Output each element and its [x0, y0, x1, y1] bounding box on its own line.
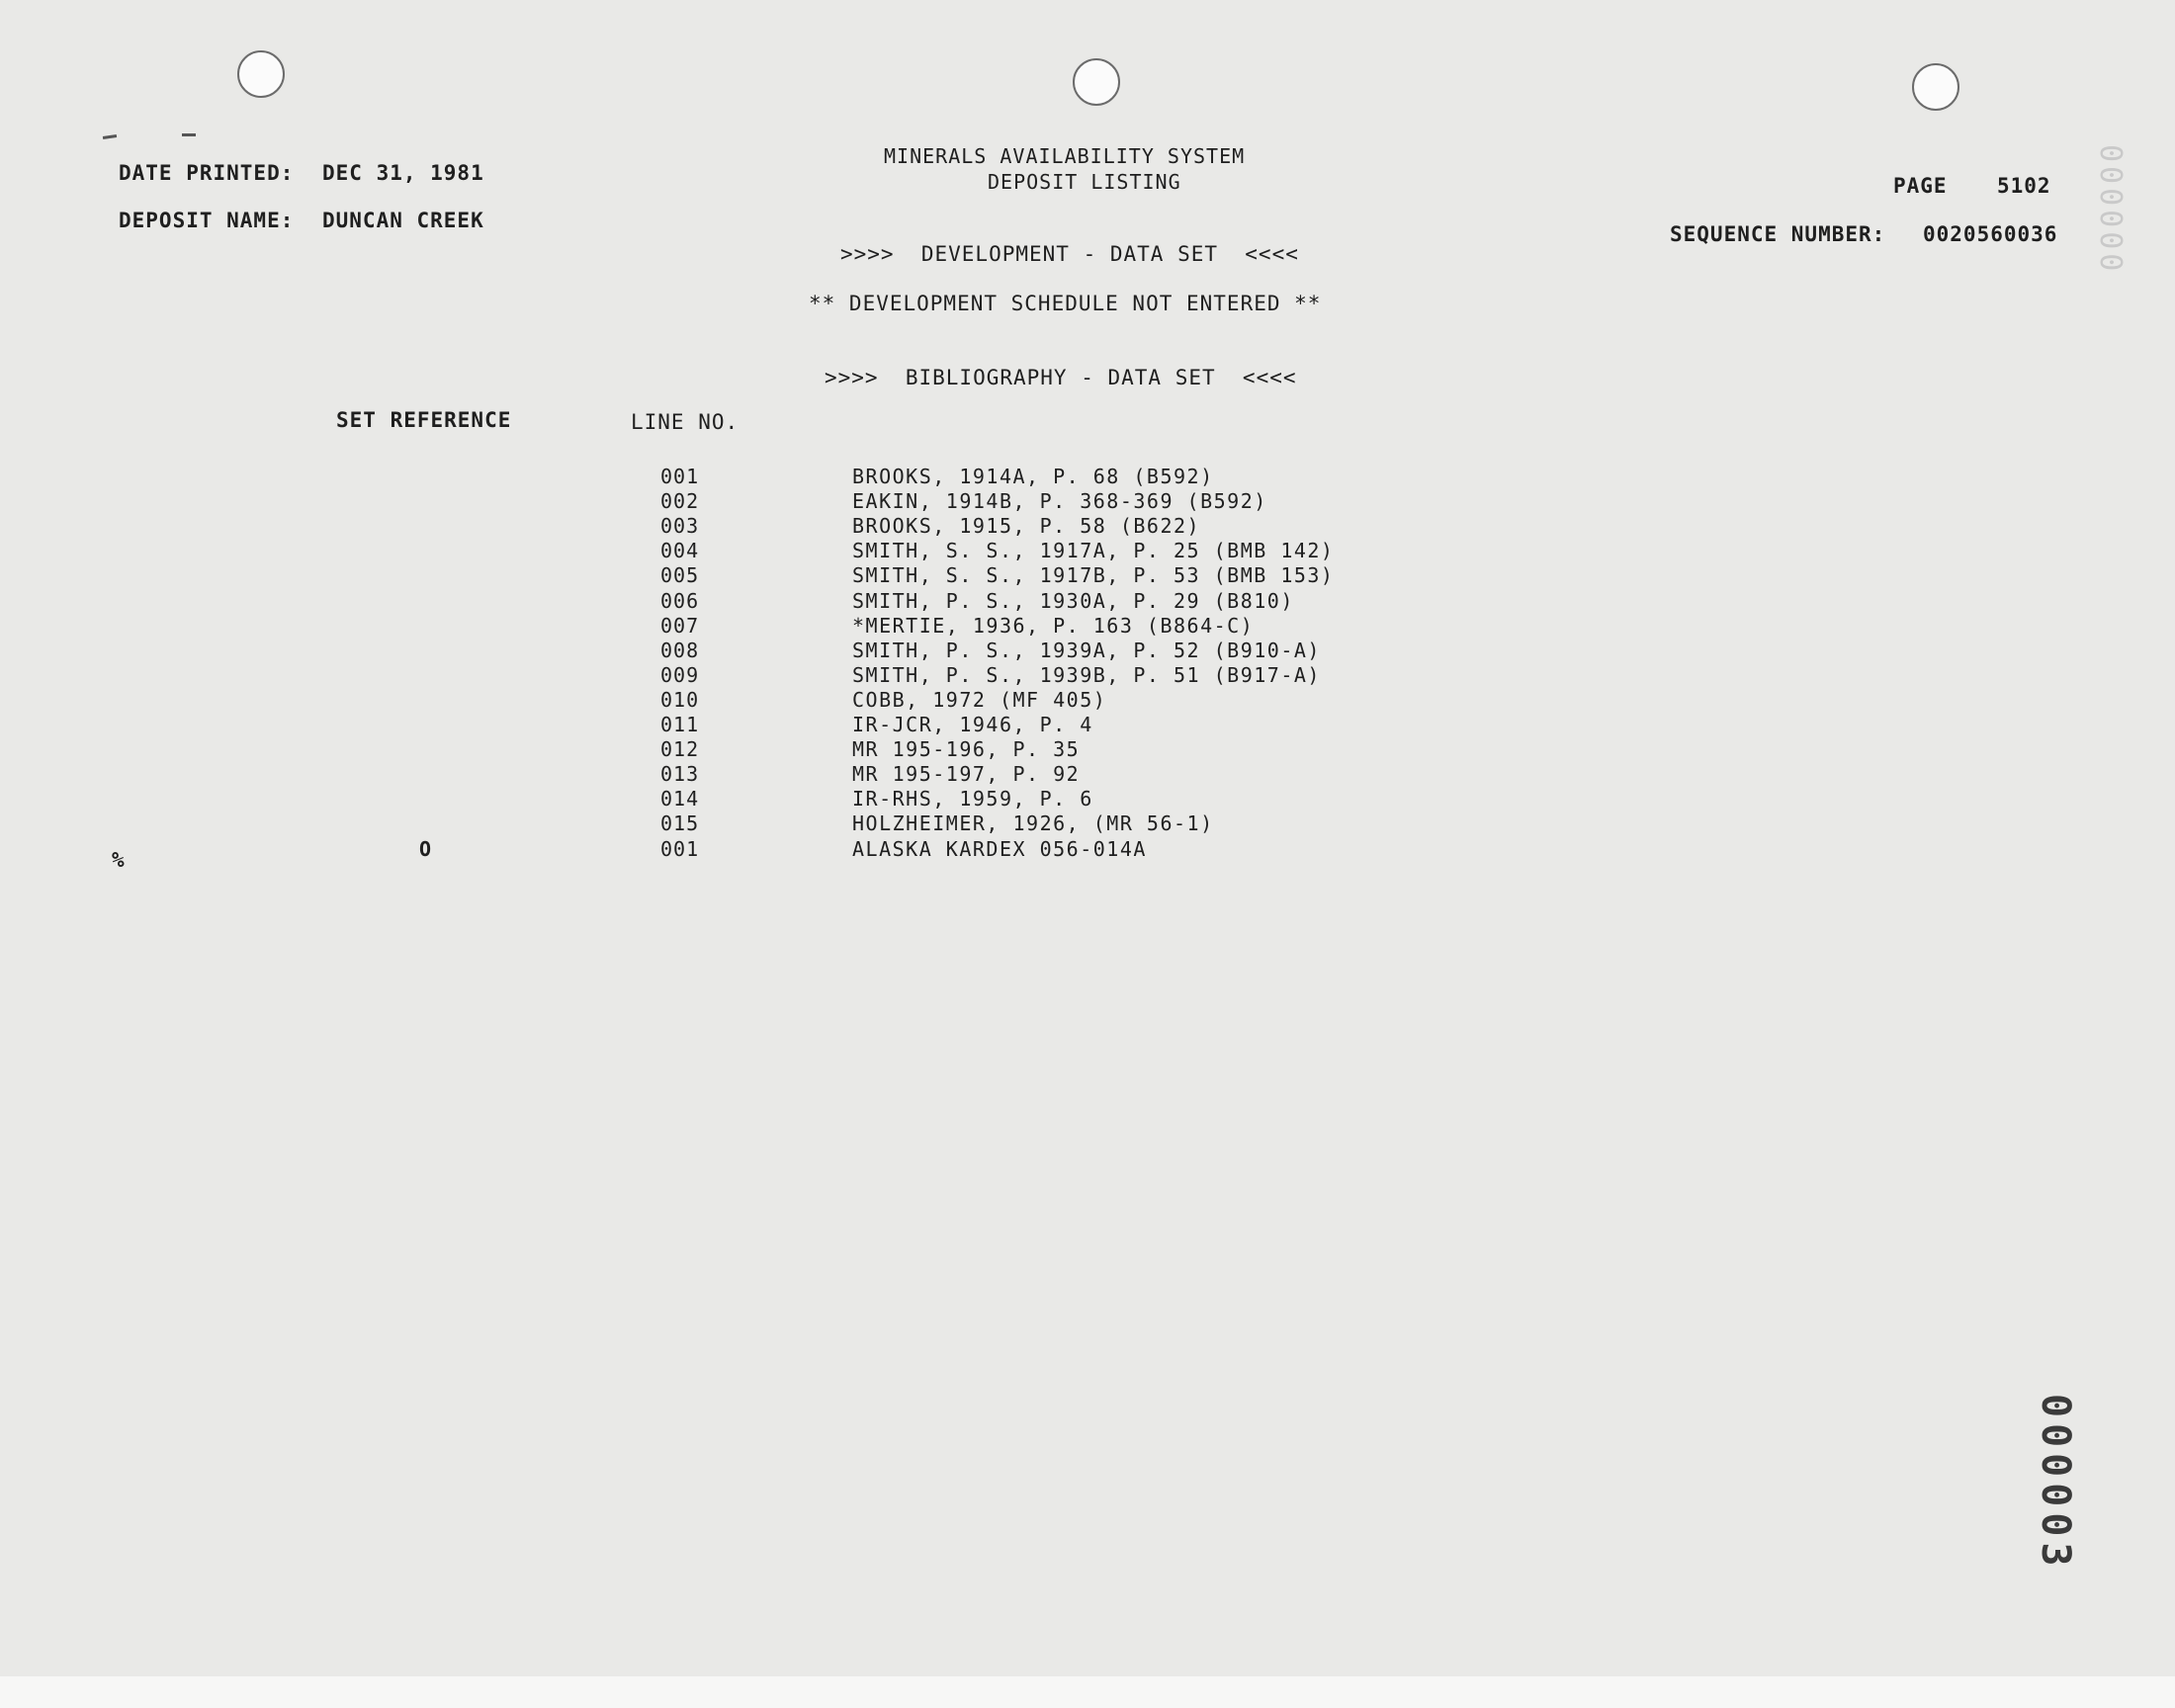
development-heading: >>>> DEVELOPMENT - DATA SET <<<<: [840, 242, 1299, 266]
set-reference-column-header: SET REFERENCE: [336, 408, 512, 432]
reference-cell: EAKIN, 1914B, P. 368-369 (B592): [852, 489, 1267, 514]
line-number-cell: 004: [660, 539, 700, 563]
reference-cell: SMITH, P. S., 1939A, P. 52 (B910-A): [852, 638, 1321, 662]
line-number-cell: 002: [660, 489, 700, 514]
reference-cell: BROOKS, 1914A, P. 68 (B592): [852, 465, 1214, 488]
line-number-cell: 008: [660, 638, 700, 662]
side-code-faint: 000000: [2093, 144, 2128, 276]
binder-hole-left: [237, 50, 285, 98]
deposit-name-value: DUNCAN CREEK: [322, 209, 484, 232]
reference-cell: SMITH, P. S., 1930A, P. 29 (B810): [852, 588, 1294, 613]
line-number-cell: 010: [660, 687, 700, 712]
table-row: [0, 514, 2175, 539]
table-row: [0, 614, 2175, 639]
line-number-cell: 009: [660, 662, 700, 687]
page-number: 5102: [1997, 174, 2051, 198]
percent-mark: %: [112, 848, 126, 872]
line-number-cell: 012: [660, 737, 700, 762]
line-no-column-header: LINE NO.: [631, 410, 740, 434]
reference-cell: *MERTIE, 1936, P. 163 (B864-C): [852, 613, 1255, 638]
side-page-code: 000003: [2033, 1394, 2078, 1573]
line-number-cell: 015: [660, 811, 700, 836]
line-number-cell: 006: [660, 588, 700, 613]
reference-cell: COBB, 1972 (MF 405): [852, 687, 1107, 712]
set-reference-cell: O: [419, 836, 432, 861]
table-row: [0, 663, 2175, 688]
table-row: [0, 737, 2175, 762]
listing-title: DEPOSIT LISTING: [988, 170, 1181, 194]
binder-hole-center: [1073, 58, 1120, 106]
line-number-cell: 001: [660, 465, 700, 488]
date-printed-value: DEC 31, 1981: [322, 161, 484, 185]
table-row: [0, 589, 2175, 614]
table-row: [0, 837, 2175, 862]
page-label: PAGE: [1893, 174, 1948, 198]
table-row: [0, 489, 2175, 514]
line-number-cell: 007: [660, 613, 700, 638]
reference-cell: SMITH, S. S., 1917B, P. 53 (BMB 153): [852, 563, 1335, 588]
reference-cell: IR-RHS, 1959, P. 6: [852, 787, 1093, 811]
deposit-name-label: DEPOSIT NAME:: [119, 209, 295, 232]
table-row: [0, 639, 2175, 663]
table-row: [0, 787, 2175, 811]
reference-cell: ALASKA KARDEX 056-014A: [852, 836, 1147, 861]
line-number-cell: 003: [660, 514, 700, 539]
table-row: [0, 688, 2175, 713]
reference-cell: BROOKS, 1915, P. 58 (B622): [852, 514, 1201, 539]
line-number-cell: 005: [660, 563, 700, 588]
line-number-cell: 013: [660, 762, 700, 787]
bibliography-heading: >>>> BIBLIOGRAPHY - DATA SET <<<<: [825, 366, 1297, 389]
line-number-cell: 014: [660, 787, 700, 811]
development-notice: ** DEVELOPMENT SCHEDULE NOT ENTERED **: [809, 292, 1322, 315]
reference-cell: IR-JCR, 1946, P. 4: [852, 713, 1093, 736]
table-row: [0, 465, 2175, 489]
table-row: [0, 811, 2175, 836]
sequence-number-value: 0020560036: [1923, 222, 2058, 246]
line-number-cell: 011: [660, 713, 700, 736]
reference-cell: HOLZHEIMER, 1926, (MR 56-1): [852, 811, 1214, 836]
pen-mark: [103, 134, 117, 139]
table-row: [0, 762, 2175, 787]
sequence-number-label: SEQUENCE NUMBER:: [1670, 222, 1886, 246]
system-title: MINERALS AVAILABILITY SYSTEM: [884, 144, 1246, 168]
table-row: [0, 563, 2175, 588]
reference-cell: MR 195-197, P. 92: [852, 762, 1081, 787]
table-row: [0, 539, 2175, 563]
table-row: [0, 713, 2175, 737]
date-printed-label: DATE PRINTED:: [119, 161, 295, 185]
binder-hole-right: [1912, 63, 1959, 111]
reference-cell: SMITH, P. S., 1939B, P. 51 (B917-A): [852, 662, 1321, 687]
reference-cell: SMITH, S. S., 1917A, P. 25 (BMB 142): [852, 539, 1335, 563]
pen-mark: [182, 133, 196, 136]
line-number-cell: 001: [660, 836, 700, 861]
reference-cell: MR 195-196, P. 35: [852, 737, 1081, 762]
